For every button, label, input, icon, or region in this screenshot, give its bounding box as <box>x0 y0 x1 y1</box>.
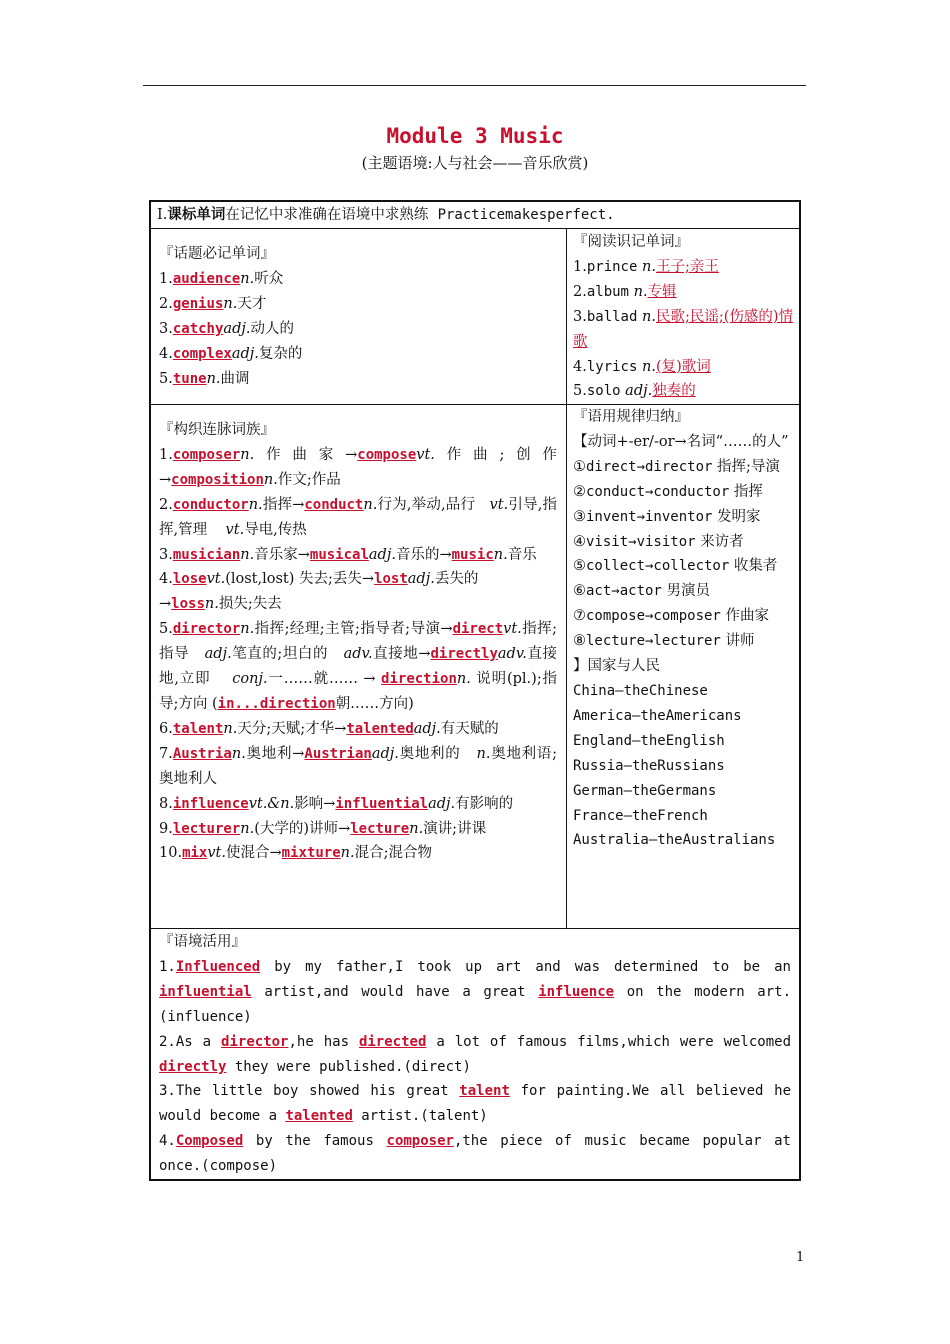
part-of-speech: n. <box>642 308 656 325</box>
part-of-speech: n. <box>340 845 355 862</box>
part-of-speech: vt. <box>207 845 226 862</box>
part-of-speech: adj. <box>231 345 259 362</box>
answer-word: loss <box>171 596 205 613</box>
item-mark: ⑥ <box>573 583 586 600</box>
part-of-speech: n. <box>240 446 255 463</box>
list-item <box>573 530 795 555</box>
item-number: 9. <box>159 820 173 837</box>
answer-word: directed <box>358 1033 427 1050</box>
answer-meaning: 专辑 <box>647 283 677 300</box>
word: prince <box>586 258 638 275</box>
list-item <box>573 480 795 505</box>
page-title: Module 3 Music <box>386 124 564 148</box>
meaning: 引导,指挥,管理 <box>159 496 558 538</box>
page-subtitle: (主题语境:人与社会——音乐欣赏) <box>361 154 589 172</box>
row-divider <box>151 928 799 929</box>
answer-word: musical <box>309 546 369 563</box>
answer-word: Composed <box>175 1133 244 1150</box>
meaning: 行为,举动,品行 <box>377 496 476 513</box>
section-motto: Practicemakesperfect. <box>437 207 615 223</box>
list-item: 3.musiciann.音乐家→musicaladj.音乐的→musicn.音乐 <box>159 546 537 563</box>
part-of-speech: vt. <box>489 496 509 513</box>
answer-word: conductor <box>172 496 249 513</box>
answer-meaning: 独奏的 <box>652 383 696 400</box>
word-pair: compose→composer <box>586 608 721 625</box>
item-number: 8. <box>159 795 173 812</box>
list-item <box>573 629 795 654</box>
word-family-cell <box>159 418 557 866</box>
sentence-text: for painting.We all believed he would become a <box>159 1083 792 1125</box>
meaning: 曲调 <box>220 370 250 387</box>
list-item: 6.talentn.天分;天赋;才华→talentedadj.有天赋的 <box>159 720 499 737</box>
answer-word: lecturer <box>172 820 241 837</box>
meaning: 指挥;导演 <box>717 458 780 475</box>
worksheet-table <box>149 200 801 1181</box>
meaning: 发明家 <box>717 508 761 525</box>
list-item <box>159 367 559 392</box>
answer-word: composer <box>172 446 241 463</box>
answer-word: lost <box>374 571 408 588</box>
answer-word: genius <box>172 295 224 312</box>
answer-word: director <box>172 621 241 638</box>
item-number: 5. <box>573 383 587 400</box>
part-of-speech: n. <box>248 496 263 513</box>
rule-title: 】国家与人民 <box>573 658 660 675</box>
sentence-text: artist,and would have a great <box>251 983 539 1000</box>
meaning: 有影响的 <box>455 795 514 812</box>
item-mark: ④ <box>573 533 586 550</box>
rule-title-text: 国家与人民 <box>587 658 660 675</box>
part-of-speech: adv. <box>343 646 373 663</box>
item-mark: ⑦ <box>573 608 586 625</box>
meaning: 直接地 <box>372 646 419 663</box>
answer-word: talent <box>459 1083 510 1100</box>
part-of-speech: adj. <box>625 383 653 400</box>
item-number: 2. <box>159 295 173 312</box>
item-number: 1. <box>159 446 173 463</box>
part-of-speech: conj. <box>232 671 268 688</box>
section-number: Ⅰ. <box>157 207 168 223</box>
part-of-speech: adj. <box>407 571 435 588</box>
list-item <box>573 505 795 530</box>
answer-word: Austria <box>172 745 232 762</box>
item-number: 4. <box>159 1133 176 1150</box>
item-number: 2. <box>159 1033 176 1050</box>
part-of-speech: vt.&n. <box>248 795 295 812</box>
sentence-text: they were published.(direct) <box>226 1058 471 1075</box>
rule-title: 【动词+-er/-or→名词“……的人” <box>573 433 789 450</box>
part-of-speech: n. <box>231 745 246 762</box>
answer-word: direct <box>452 621 504 638</box>
item-number: 10. <box>159 845 183 862</box>
section-header <box>157 202 797 228</box>
part-of-speech: n. <box>409 820 424 837</box>
item-number: 3. <box>573 308 587 325</box>
answer-word: composer <box>386 1133 454 1150</box>
answer-word: musician <box>172 546 241 563</box>
reading-words-heading: 『阅读识记单词』 <box>573 234 689 250</box>
rules-heading: 『语用规律归纳』 <box>573 409 689 425</box>
meaning: 奥地利语;奥地利人 <box>159 745 558 787</box>
answer-word: Austrian <box>304 745 372 762</box>
list-item: China—theChinese <box>573 682 708 699</box>
part-of-speech: n. <box>240 820 255 837</box>
part-of-speech: n. <box>633 283 648 300</box>
item-number: 1. <box>573 258 587 275</box>
list-item: 4.losevt.(lost,lost) 失去;丢失→lostadj.丢失的 →lossn.损失;失去 <box>159 571 479 613</box>
list-item: 8.influencevt.&n.影响→influentialadj.有影响的 <box>159 795 514 812</box>
part-of-speech: adj. <box>413 720 441 737</box>
answer-word: conduct <box>304 496 364 513</box>
meaning: 作曲家 <box>254 446 346 463</box>
word-pair: conduct→conductor <box>586 483 730 500</box>
word: album <box>586 283 629 300</box>
meaning: 有天赋的 <box>440 720 499 737</box>
word: ballad <box>586 308 638 325</box>
word-pair: act→actor <box>586 583 662 600</box>
answer-word: director <box>221 1033 289 1050</box>
answer-word: lose <box>172 571 207 588</box>
list-item: 5.directorn.指挥;经理;主管;指导者;导演→directvt.指挥;指导 adj.笔直的;坦白的 adv.直接地→directlyadv.直接地,立即 conj.一……就…… → directionn. 说明(pl.);指导;方向 (in...direction朝……方向) <box>159 621 558 712</box>
word: solo <box>586 383 621 400</box>
item-mark: ⑤ <box>573 558 586 575</box>
part-of-speech: n. <box>263 471 278 488</box>
answer-word: influence <box>538 983 615 1000</box>
part-of-speech: adj. <box>204 646 232 663</box>
list-item: 10.mixvt.使混合→mixturen.混合;混合物 <box>159 845 433 862</box>
rule-title-text: 动词+-er/-or→名词“……的人” <box>587 433 789 450</box>
meaning: 说明(pl.);指导;方向 <box>159 671 558 712</box>
answer-word: influential <box>159 983 252 1000</box>
meaning: 导电,传热 <box>244 521 307 538</box>
item-number: 4. <box>159 345 173 362</box>
row-divider <box>151 228 799 229</box>
column-divider <box>566 228 567 928</box>
sentence-text: on the modern art.(influence) <box>159 983 791 1025</box>
meaning: (lost,lost) 失去;丢失 <box>225 571 362 588</box>
word: lyrics <box>586 358 638 375</box>
list-item <box>573 305 795 355</box>
section-slogan: 在记忆中求准确在语境中求熟练 <box>225 207 429 223</box>
meaning: 听众 <box>254 270 284 287</box>
answer-word: music <box>451 546 494 563</box>
list-item <box>573 355 795 380</box>
sentence-text: ,he has <box>288 1033 359 1050</box>
part-of-speech: n. <box>642 358 656 375</box>
meaning: 指挥;经理;主管;指导者;导演 <box>254 621 441 638</box>
sentence-text: ,the piece of music became popular at once.(compose) <box>159 1133 791 1175</box>
sentence-text: The little boy showed his great <box>175 1083 460 1100</box>
list-item <box>159 317 559 342</box>
sentence <box>159 1129 791 1179</box>
word-pair: direct→director <box>586 458 713 475</box>
answer-word: composition <box>171 471 264 488</box>
part-of-speech: adj. <box>428 795 456 812</box>
sentence-text: a lot of famous films,which were welcomed <box>426 1033 791 1050</box>
answer-word: direction <box>381 671 457 688</box>
context-cell <box>159 930 791 1179</box>
meaning: 来访者 <box>700 533 744 550</box>
sentence-text: by my father,I took up art and was determined to be an <box>260 958 791 975</box>
meaning: 直接地,立即 <box>159 646 558 688</box>
answer-word: catchy <box>172 320 224 337</box>
sentence <box>159 1079 791 1129</box>
word-pair: invent→inventor <box>586 508 713 525</box>
answer-word: directly <box>430 646 498 663</box>
meaning: 男演员 <box>666 583 710 600</box>
item-mark: ② <box>573 483 586 500</box>
topic-words-cell <box>159 242 559 391</box>
part-of-speech: n. <box>240 546 255 563</box>
item-number: 3. <box>159 1083 176 1100</box>
word-pair: visit→visitor <box>586 533 696 550</box>
item-number: 2. <box>159 496 173 513</box>
answer-word: lecture <box>350 820 410 837</box>
part-of-speech: n. <box>493 546 508 563</box>
part-of-speech: n. <box>240 270 255 287</box>
sentence <box>159 955 791 1030</box>
list-item <box>573 255 795 280</box>
answer-word: mixture <box>281 845 341 862</box>
answer-meaning: 王子;亲王 <box>655 258 719 275</box>
meaning: 影响 <box>294 795 324 812</box>
header-rule <box>143 85 806 86</box>
meaning: 音乐 <box>507 546 537 563</box>
list-item <box>573 554 795 579</box>
part-of-speech: n. <box>223 720 238 737</box>
answer-meaning: 民歌;民谣;(伤感的)情歌 <box>573 308 794 350</box>
meaning: 天才 <box>237 295 267 312</box>
list-item: England—theEnglish <box>573 732 725 749</box>
answer-word: talent <box>172 720 224 737</box>
answer-word: influence <box>172 795 249 812</box>
meaning: 朝……方向) <box>335 695 414 712</box>
list-item: Australia—theAustralians <box>573 832 776 849</box>
list-item <box>573 280 795 305</box>
list-item: Russia—theRussians <box>573 757 725 774</box>
item-number: 5. <box>159 621 173 638</box>
item-number: 3. <box>159 320 173 337</box>
list-item <box>159 267 559 292</box>
page-number: 1 <box>796 1250 805 1265</box>
answer-word: mix <box>182 845 208 862</box>
word-pair: lecture→lecturer <box>586 633 721 650</box>
list-item: 2.conductorn.指挥→conductn.行为,举动,品行 vt.引导,指挥,管理 vt.导电,传热 <box>159 496 558 538</box>
part-of-speech: vt. <box>225 521 245 538</box>
meaning: 一……就…… <box>267 671 358 688</box>
item-number: 5. <box>159 370 173 387</box>
section-title: 课标单词 <box>167 206 226 223</box>
answer-word: compose <box>357 446 417 463</box>
part-of-speech: n. <box>223 295 238 312</box>
answer-word: Influenced <box>175 958 261 975</box>
word-pair: collect→collector <box>586 558 730 575</box>
item-number: 1. <box>159 958 176 975</box>
item-mark: ③ <box>573 508 586 525</box>
meaning: 作曲家 <box>725 608 769 625</box>
part-of-speech: adj. <box>223 320 251 337</box>
list-item <box>573 579 795 604</box>
answer-word: influential <box>335 795 429 812</box>
meaning: 天分;天赋;才华 <box>237 720 335 737</box>
answer-word: directly <box>159 1058 227 1075</box>
list-item: France—theFrench <box>573 807 708 824</box>
list-item: America—theAmericans <box>573 707 742 724</box>
meaning: 收集者 <box>733 558 778 575</box>
meaning: 使混合 <box>226 845 270 862</box>
meaning: 指挥 <box>733 483 763 500</box>
item-number: 6. <box>159 720 173 737</box>
sentence-text: by the famous <box>243 1133 387 1150</box>
meaning: 演讲;讲课 <box>423 820 487 837</box>
list-item <box>159 342 559 367</box>
list-item: 1.composern.作曲家→composevt.作曲;创作→compositionn.作文;作品 <box>159 446 558 488</box>
meaning: 音乐家 <box>254 546 298 563</box>
part-of-speech: adj. <box>368 546 396 563</box>
item-number: 3. <box>159 546 173 563</box>
meaning: 指挥 <box>262 496 293 513</box>
item-number: 1. <box>159 270 173 287</box>
part-of-speech: adv. <box>497 646 527 663</box>
list-item <box>159 292 559 317</box>
item-number: 4. <box>573 358 587 375</box>
reading-words-cell <box>573 230 795 404</box>
item-number: 2. <box>573 283 587 300</box>
meaning: 音乐的 <box>395 546 440 563</box>
part-of-speech: n. <box>240 621 255 638</box>
word-family-heading: 『构织连脉词族』 <box>159 422 275 438</box>
item-mark: ⑧ <box>573 633 586 650</box>
item-mark: ① <box>573 458 586 475</box>
answer-word: complex <box>172 345 232 362</box>
part-of-speech: n. <box>642 258 656 275</box>
answer-word: talented <box>346 720 414 737</box>
context-heading: 『语境活用』 <box>159 934 246 950</box>
list-item <box>573 604 795 629</box>
meaning: 奥地利 <box>245 745 293 762</box>
sentence-text: artist.(talent) <box>352 1108 488 1125</box>
answer-word: talented <box>285 1108 353 1125</box>
item-number: 4. <box>159 571 173 588</box>
topic-words-heading: 『话题必记单词』 <box>159 246 275 262</box>
meaning: 作文;作品 <box>277 471 341 488</box>
answer-word: tune <box>172 370 207 387</box>
part-of-speech: n. <box>363 496 378 513</box>
meaning: (大学的)讲师 <box>254 820 339 837</box>
list-item <box>573 455 795 480</box>
part-of-speech: n. <box>206 370 221 387</box>
meaning: 复杂的 <box>258 345 303 362</box>
list-item: 9.lecturern.(大学的)讲师→lecturen.演讲;讲课 <box>159 820 487 837</box>
meaning: 指挥;指导 <box>159 621 558 663</box>
meaning: 笔直的;坦白的 <box>231 646 329 663</box>
meaning: 丢失的 <box>434 571 479 588</box>
list-item <box>573 379 795 404</box>
part-of-speech: vt. <box>416 446 435 463</box>
item-number: 7. <box>159 745 173 762</box>
part-of-speech: n. <box>476 745 491 762</box>
part-of-speech: adj. <box>371 745 399 762</box>
sentence <box>159 1030 791 1080</box>
list-item: 7.Austrian.奥地利→Austrianadj.奥地利的 n.奥地利语;奥地利人 <box>159 745 558 787</box>
part-of-speech: vt. <box>206 571 226 588</box>
meaning: 讲师 <box>725 633 755 650</box>
meaning: 混合;混合物 <box>354 845 433 862</box>
answer-word: in...direction <box>217 695 336 712</box>
part-of-speech: vt. <box>503 621 522 638</box>
meaning: 损失;失去 <box>218 596 282 613</box>
part-of-speech: n. <box>456 671 471 688</box>
answer-word: audience <box>172 270 241 287</box>
list-item: German—theGermans <box>573 782 717 799</box>
answer-meaning: (复)歌词 <box>655 358 711 375</box>
rules-cell <box>573 405 795 853</box>
meaning: 动人的 <box>250 320 294 337</box>
meaning: 作曲;创作 <box>434 446 558 463</box>
sentence-text: As a <box>175 1033 222 1050</box>
part-of-speech: n. <box>204 596 219 613</box>
meaning: 奥地利的 <box>398 745 461 762</box>
